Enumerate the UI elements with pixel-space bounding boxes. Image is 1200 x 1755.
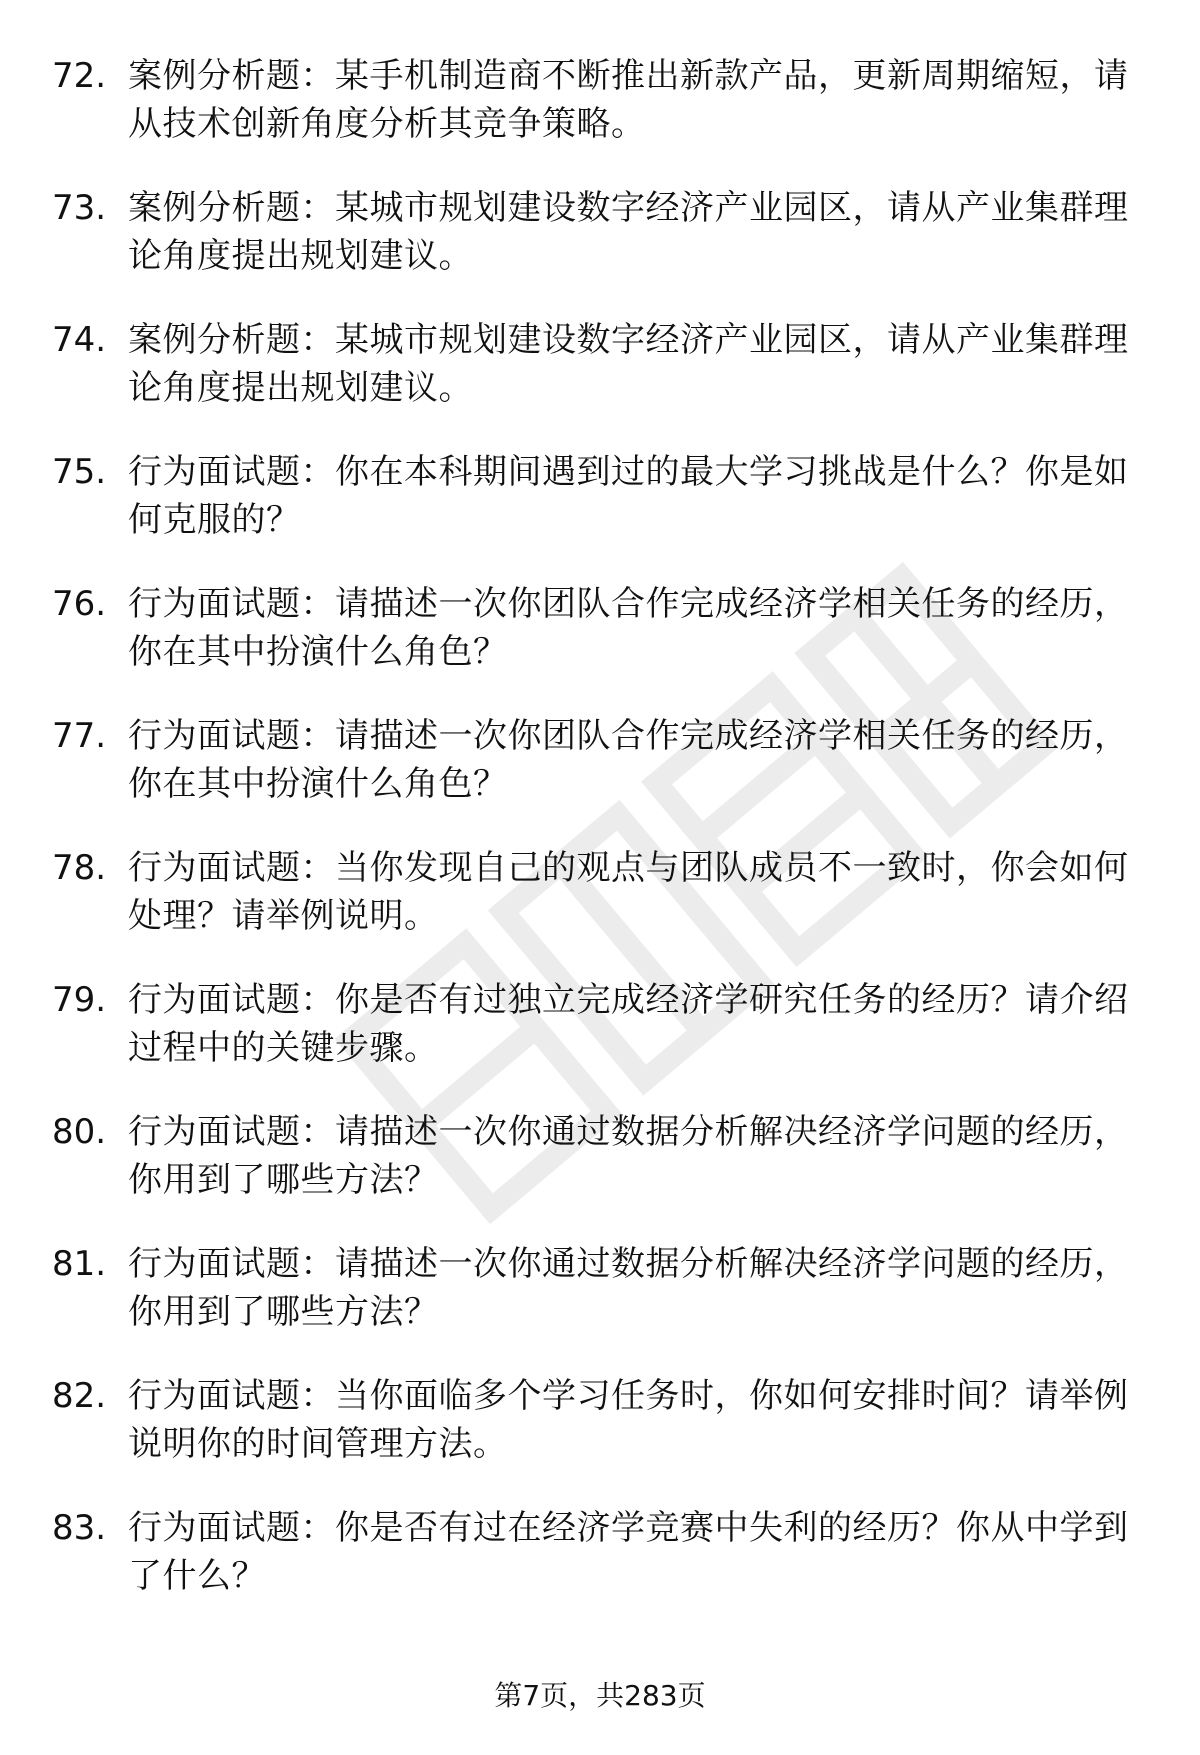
question-item [0, 712, 1200, 844]
page-number-footer: 第7页，共283页 [494, 1679, 706, 1712]
question-text: 案例分析题：某城市规划建设数字经济产业园区，请从产业集群理论角度提出规划建议。 [128, 188, 1129, 276]
question-item [0, 580, 1200, 712]
question-number: 81. [52, 1244, 107, 1284]
question-number: 82. [52, 1376, 107, 1416]
question-text: 案例分析题：某城市规划建设数字经济产业园区，请从产业集群理论角度提出规划建议。 [128, 320, 1129, 408]
question-item [0, 184, 1200, 316]
question-number: 74. [52, 320, 107, 360]
question-text: 行为面试题：你在本科期间遇到过的最大学习挑战是什么？你是如何克服的？ [128, 452, 1129, 540]
question-text: 行为面试题：请描述一次你通过数据分析解决经济学问题的经历，你用到了哪些方法？ [128, 1112, 1129, 1200]
question-text: 案例分析题：某手机制造商不断推出新款产品，更新周期缩短，请从技术创新角度分析其竞争策略。 [128, 56, 1129, 144]
question-list [0, 52, 1200, 1636]
question-number: 78. [52, 848, 107, 888]
question-item [0, 1108, 1200, 1240]
question-text: 行为面试题：当你发现自己的观点与团队成员不一致时，你会如何处理？请举例说明。 [128, 848, 1129, 936]
question-number: 83. [52, 1508, 107, 1548]
question-text: 行为面试题：你是否有过在经济学竞赛中失利的经历？你从中学到了什么？ [128, 1508, 1129, 1596]
question-number: 80. [52, 1112, 107, 1152]
question-number: 79. [52, 980, 107, 1020]
question-text: 行为面试题：请描述一次你通过数据分析解决经济学问题的经历，你用到了哪些方法？ [128, 1244, 1129, 1332]
question-number: 75. [52, 452, 107, 492]
question-text: 行为面试题：请描述一次你团队合作完成经济学相关任务的经历，你在其中扮演什么角色？ [128, 584, 1129, 672]
question-item [0, 1240, 1200, 1372]
question-text: 行为面试题：你是否有过独立完成经济学研究任务的经历？请介绍过程中的关键步骤。 [128, 980, 1129, 1068]
question-text: 行为面试题：当你面临多个学习任务时，你如何安排时间？请举例说明你的时间管理方法。 [128, 1376, 1129, 1464]
question-number: 76. [52, 584, 107, 624]
question-item [0, 844, 1200, 976]
question-item [0, 52, 1200, 184]
question-item [0, 448, 1200, 580]
question-item [0, 976, 1200, 1108]
question-item [0, 316, 1200, 448]
question-item [0, 1372, 1200, 1504]
question-number: 77. [52, 716, 107, 756]
question-text: 行为面试题：请描述一次你团队合作完成经济学相关任务的经历，你在其中扮演什么角色？ [128, 716, 1129, 804]
question-number: 72. [52, 56, 107, 96]
question-number: 73. [52, 188, 107, 228]
question-item [0, 1504, 1200, 1636]
